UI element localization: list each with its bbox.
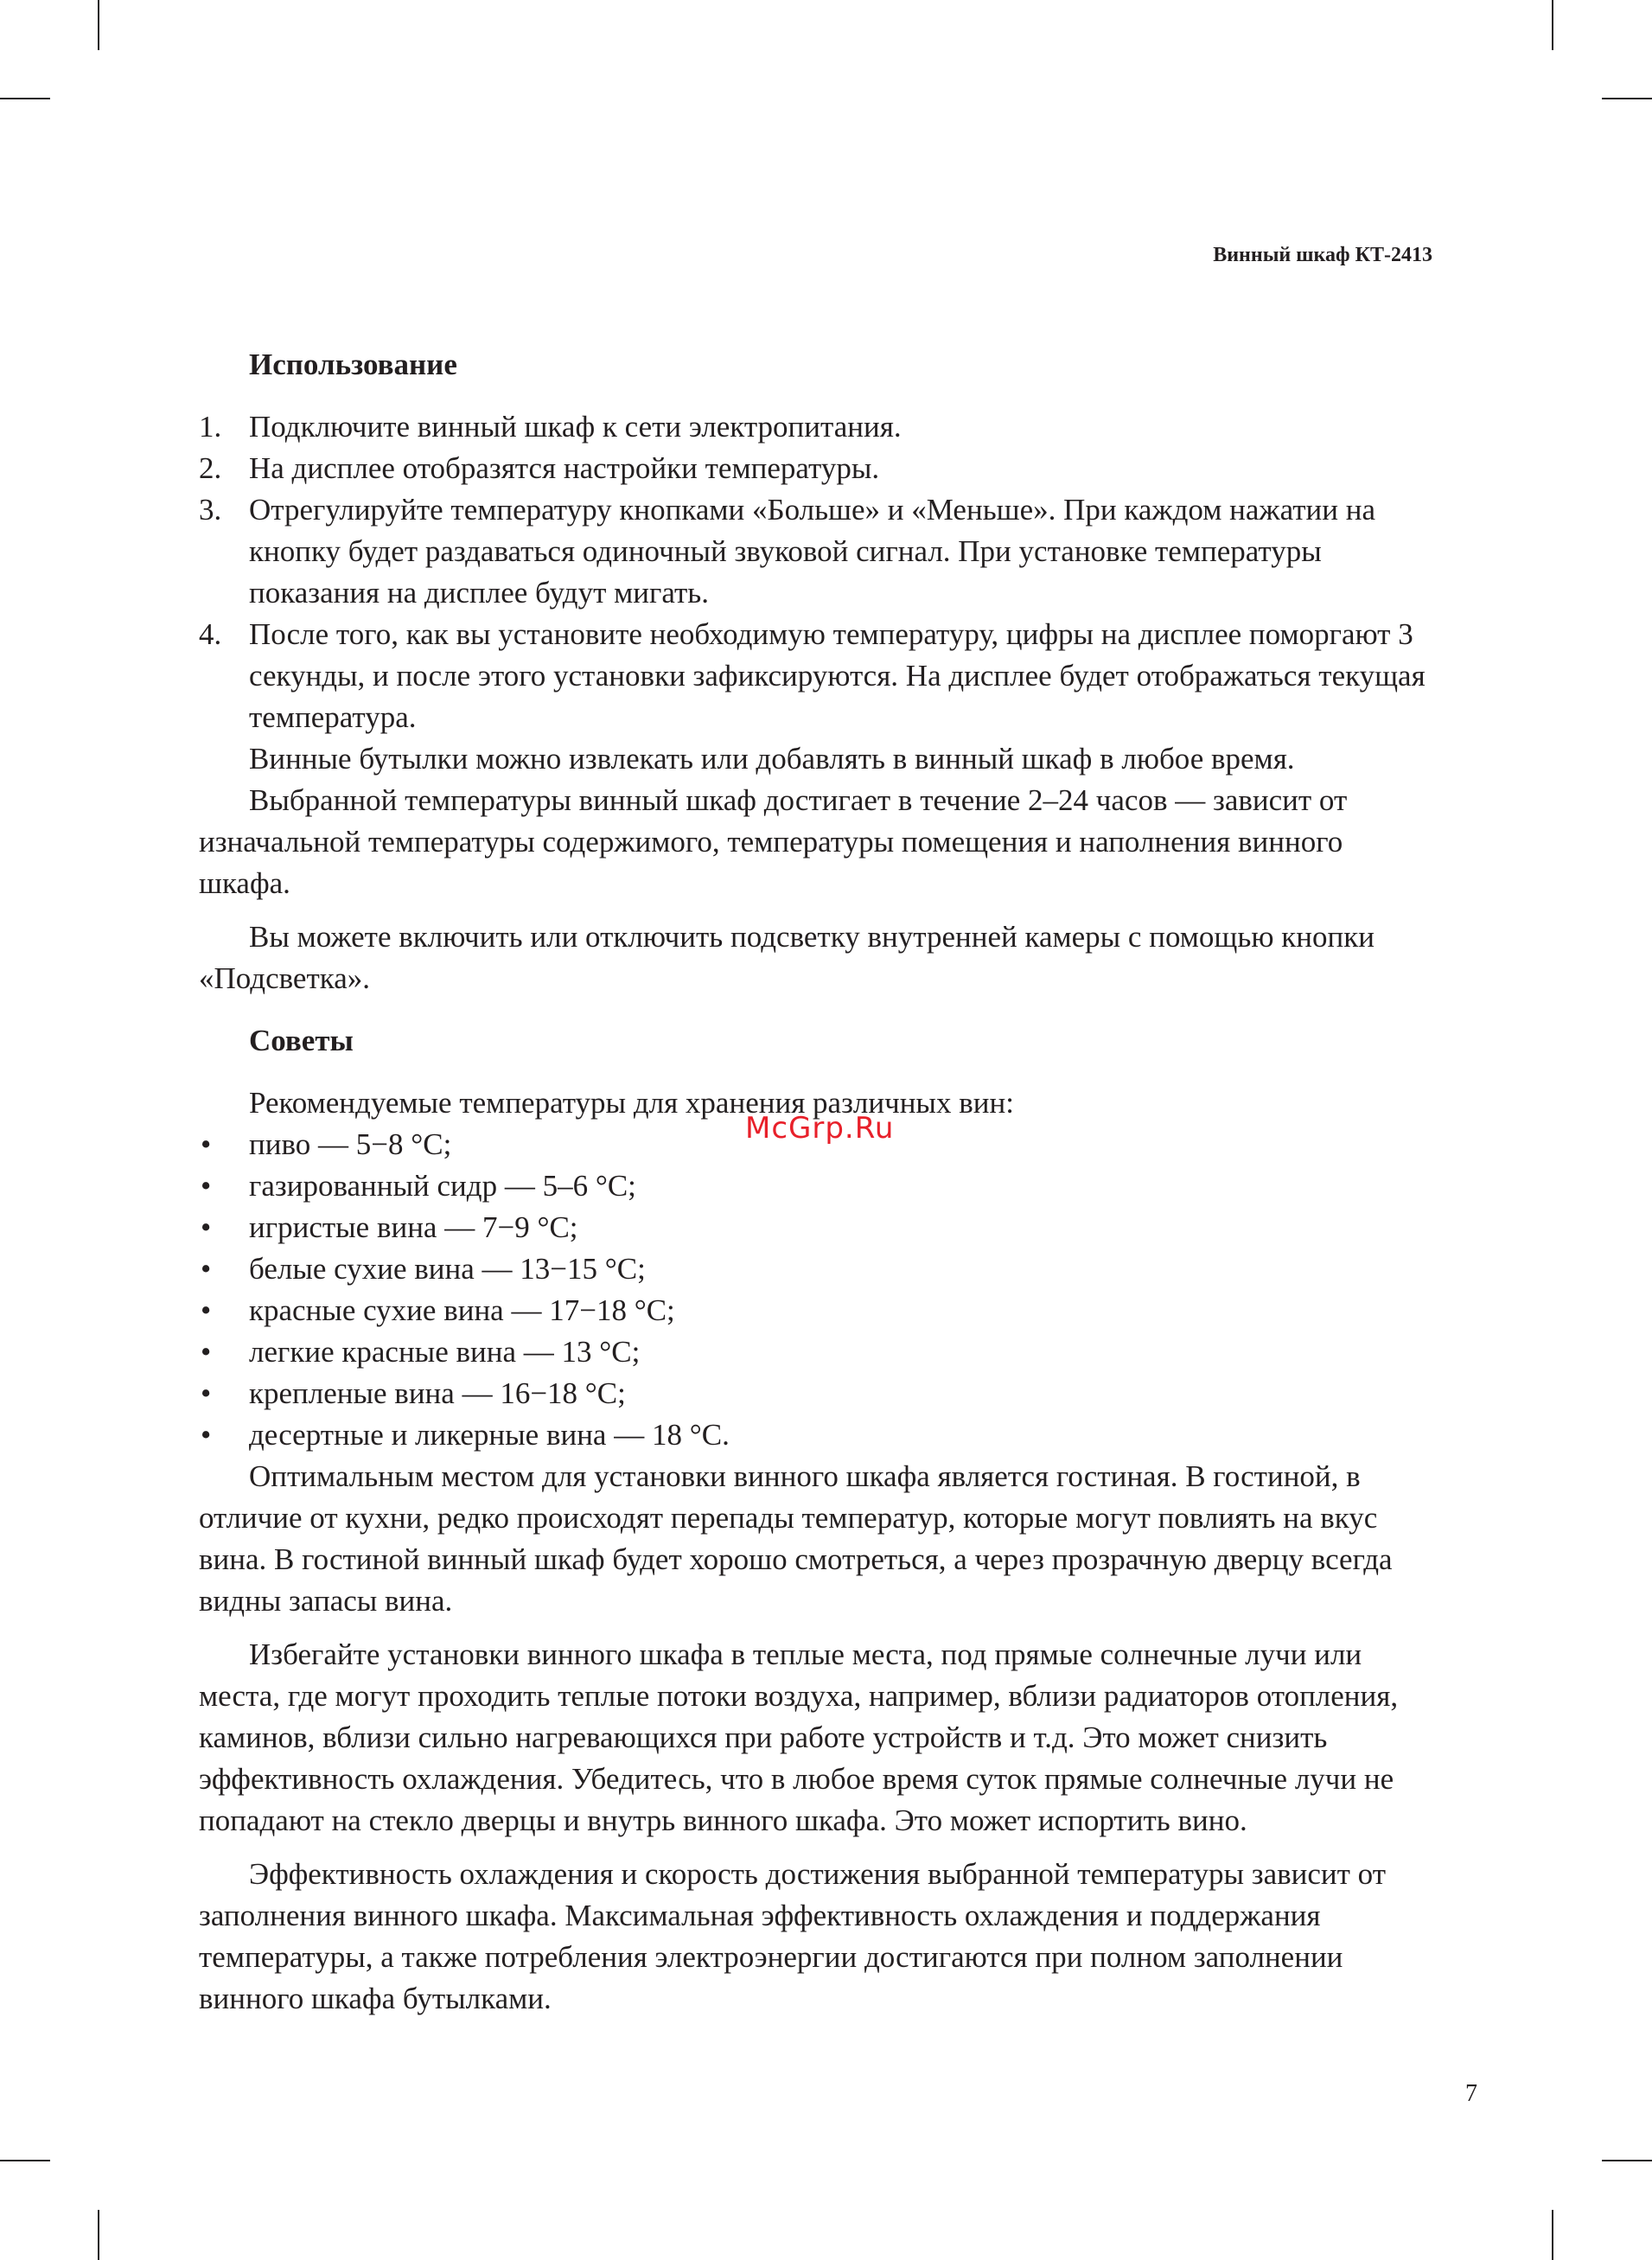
step-text: На дисплее отобразятся настройки температуры.	[249, 451, 880, 485]
usage-steps	[199, 406, 1435, 738]
crop-mark	[1552, 2210, 1553, 2260]
tips-paragraph: Оптимальным местом для установки винного шкафа является гостиная. В гостиной, в отличие от кухни, редко происходят перепады температур, которые могут повлиять на вкус вина. В гостиной винный шкаф будет хорошо смотреться, а через прозрачную дверцу всегда видны запасы вина.	[199, 1459, 1393, 1618]
bullet: •	[201, 1169, 212, 1203]
list-item	[199, 489, 1435, 614]
list-item	[199, 1290, 1435, 1331]
running-header: Винный шкаф КТ-2413	[1213, 244, 1432, 266]
usage-paragraph: Винные бутылки можно извлекать или добавлять в винный шкаф в любое время.	[249, 742, 1295, 776]
bullet: •	[201, 1293, 212, 1327]
bullet: •	[201, 1210, 212, 1244]
list-item-text: белые сухие вина — 13−15 °C;	[249, 1252, 646, 1286]
step-number: 1.	[199, 410, 222, 444]
page-content	[199, 344, 1435, 2020]
crop-mark	[0, 98, 50, 99]
step-text: Отрегулируйте температуру кнопками «Больше» и «Меньше». При каждом нажатии на кнопку будет раздаваться одиночный звуковой сигнал. При установке температуры показания на дисплее будут мигать.	[249, 493, 1375, 610]
list-item	[199, 1207, 1435, 1248]
bullet: •	[201, 1252, 212, 1286]
tips-paragraph: Избегайте установки винного шкафа в теплые места, под прямые солнечные лучи или места, где могут проходить теплые потоки воздуха, например, вблизи радиаторов отопления, каминов, вблизи сильно нагревающихся при работе устройств и т.д. Это может снизить эффективность охлаждения. Убедитесь, что в любое время суток прямые солнечные лучи не попадают на стекло дверцы и внутрь винного шкафа. Это может испортить вино.	[199, 1638, 1399, 1837]
list-item	[199, 614, 1435, 738]
bullet: •	[201, 1335, 212, 1369]
crop-mark	[1602, 2160, 1652, 2161]
usage-paragraph: Выбранной температуры винный шкаф достигает в течение 2–24 часов — зависит от изначальной температуры содержимого, температуры помещения и наполнения винного шкафа.	[199, 783, 1348, 900]
step-text: После того, как вы установите необходимую температуру, цифры на дисплее поморгают 3 секунды, и после этого установки зафиксируются. На дисплее будет отображаться текущая температура.	[249, 617, 1426, 734]
list-item	[199, 1414, 1435, 1456]
wine-temperature-list	[199, 1124, 1435, 1456]
step-text: Подключите винный шкаф к сети электропитания.	[249, 410, 902, 444]
bullet: •	[201, 1376, 212, 1410]
list-item	[199, 406, 1435, 448]
tips-paragraph: Эффективность охлаждения и скорость достижения выбранной температуры зависит от заполнения винного шкафа. Максимальная эффективность охлаждения и поддержания температуры, а также потребления электроэнергии достигаются при полном заполнении винного шкафа бутылками.	[199, 1857, 1387, 2015]
list-item-text: игристые вина — 7−9 °C;	[249, 1210, 578, 1244]
step-number: 2.	[199, 451, 222, 485]
usage-heading: Использование	[249, 348, 457, 381]
list-item-text: крепленые вина — 16−18 °C;	[249, 1376, 626, 1410]
list-item	[199, 1373, 1435, 1414]
bullet: •	[201, 1127, 212, 1161]
list-item	[199, 1248, 1435, 1290]
list-item-text: десертные и ликерные вина — 18 °C.	[249, 1418, 730, 1452]
tips-intro: Рекомендуемые температуры для хранения различных вин:	[249, 1086, 1014, 1120]
tips-heading: Советы	[249, 1024, 354, 1057]
list-item-text: газированный сидр — 5–6 °C;	[249, 1169, 636, 1203]
list-item	[199, 1165, 1435, 1207]
list-item	[199, 1331, 1435, 1373]
watermark: McGrp.Ru	[745, 1111, 895, 1146]
step-number: 4.	[199, 617, 222, 651]
crop-mark	[98, 2210, 99, 2260]
step-number: 3.	[199, 493, 222, 527]
crop-mark	[0, 2160, 50, 2161]
page-number: 7	[1465, 2080, 1477, 2107]
bullet: •	[201, 1418, 212, 1452]
list-item-text: красные сухие вина — 17−18 °C;	[249, 1293, 675, 1327]
crop-mark	[1602, 98, 1652, 99]
usage-paragraph: Вы можете включить или отключить подсветку внутренней камеры с помощью кнопки «Подсветка».	[199, 920, 1375, 995]
list-item-text: легкие красные вина — 13 °C;	[249, 1335, 641, 1369]
list-item-text: пиво — 5−8 °C;	[249, 1127, 452, 1161]
crop-mark	[98, 0, 99, 50]
list-item	[199, 448, 1435, 489]
crop-mark	[1552, 0, 1553, 50]
